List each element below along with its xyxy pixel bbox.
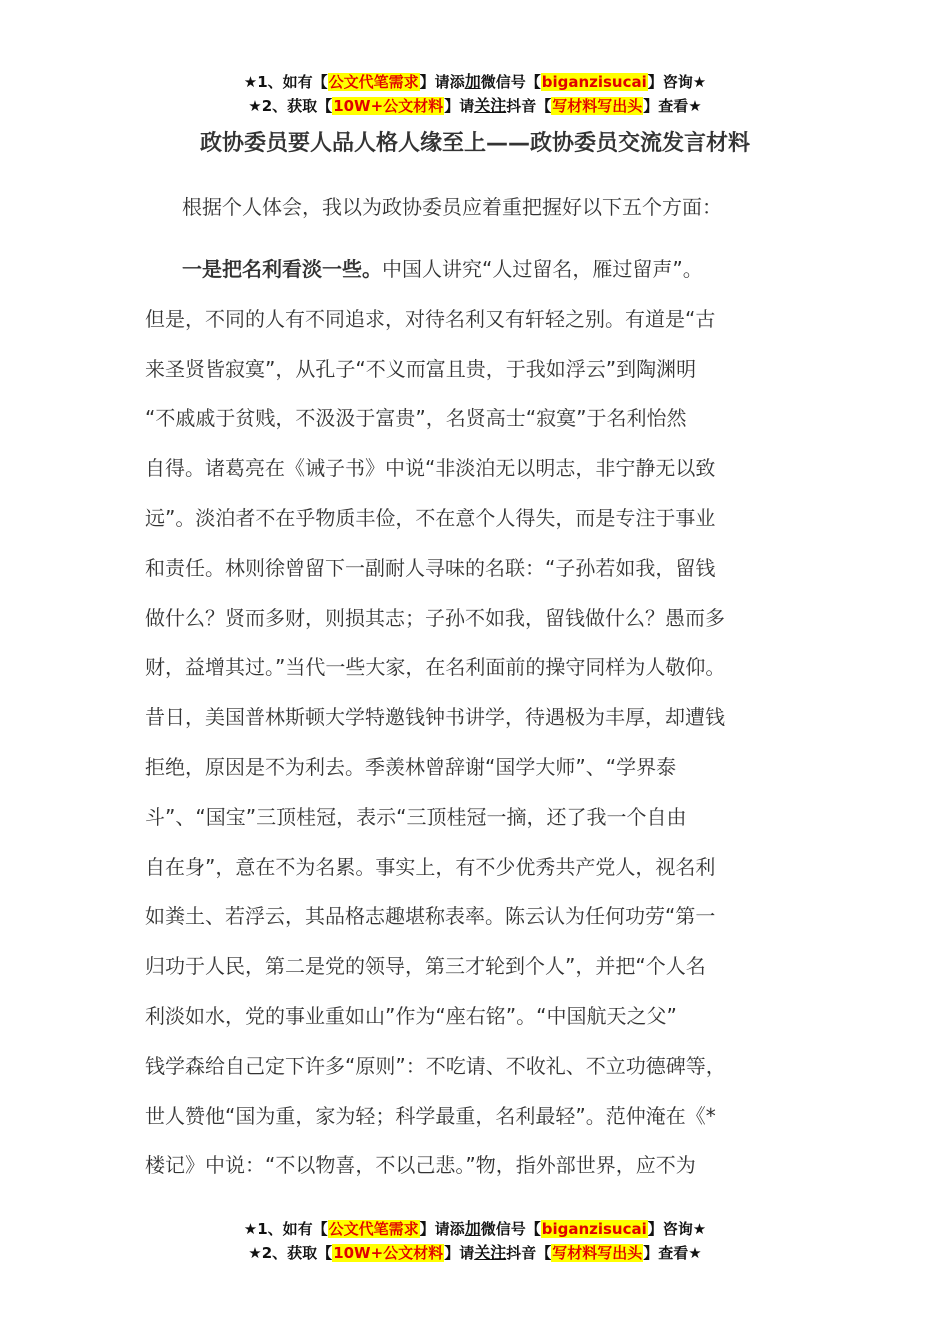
promo-text: 微信号【 [480,73,541,91]
paragraph-line: 和责任。林则徐曾留下一副耐人寻味的名联：“子孙若如我，留钱 [145,555,716,580]
paragraph-line: 自在身”，意在不为名累。事实上，有不少优秀共产党人，视名利 [145,854,716,879]
promo-line-2 [0,1241,950,1265]
promo-text-emphasis: 关注 [474,1243,507,1262]
promo-highlight-materials: 10W+公文材料 [333,1244,444,1262]
promo-text: ★1、如有【 [243,1220,328,1238]
promo-text: ★2、获取【 [248,1244,333,1262]
paragraph-line: 远”。淡泊者不在乎物质丰俭，不在意个人得失，而是专注于事业 [145,505,716,530]
promo-text: 】咨询★ [647,1220,707,1238]
intro-paragraph: 根据个人体会，我以为政协委员应着重把握好以下五个方面： [182,195,722,219]
promo-text-emphasis: 关注 [474,96,507,115]
paragraph-line: 利淡如水，党的事业重如山”作为“座右铭”。“中国航天之父” [145,1003,677,1028]
promo-text-emphasis: 加 [464,72,481,91]
promo-line-1 [0,70,950,94]
paragraph-line: 昔日，美国普林斯顿大学特邀钱钟书讲学，待遇极为丰厚，却遭钱 [145,705,725,730]
paragraph-line: 拒绝，原因是不为利去。季羡林曾辞谢“国学大师”、“学界泰 [145,754,677,779]
footer-promo-banner [0,1217,950,1265]
promo-text: 】查看★ [643,97,702,115]
paragraph-line: 财，益增其过。”当代一些大家，在名利面前的操守同样为人敬仰。 [145,655,726,680]
promo-highlight-wechat-id: biganzisucai [541,1220,647,1238]
promo-line-1 [0,1217,950,1241]
promo-text: 】请 [444,97,475,115]
paragraph-line: 钱学森给自己定下许多“原则”：不吃请、不收礼、不立功德碑等， [145,1053,726,1078]
promo-highlight-douyin: 写材料写出头 [552,97,643,115]
promo-text: 微信号【 [480,1220,541,1238]
paragraph-line: 自得。诸葛亮在《诫子书》中说“非淡泊无以明志，非宁静无以致 [145,456,716,481]
document-title: 政协委员要人品人格人缘至上——政协委员交流发言材料 [199,131,750,156]
promo-highlight-materials: 10W+公文材料 [333,97,444,115]
body-paragraph [145,252,835,1198]
paragraph-line: 斗”、“国宝”三顶桂冠，表示“三顶桂冠一摘，还了我一个自由 [145,804,687,829]
paragraph-lead: 一是把名利看淡一些。 [182,257,382,281]
paragraph-line: 做什么？贤而多财，则损其志；子孙不如我，留钱做什么？愚而多 [145,605,725,630]
promo-text: 抖音【 [506,97,552,115]
promo-line-2 [0,94,950,118]
paragraph-line: “不戚戚于贫贱，不汲汲于富贵”，名贤高士“寂寞”于名利怡然 [145,406,687,431]
paragraph-line: 但是，不同的人有不同追求，对待名利又有轩轻之别。有道是“古 [145,306,716,331]
promo-highlight-service: 公文代笔需求 [328,1220,419,1238]
paragraph-line: 归功于人民，第二是党的领导，第三才轮到个人”，并把“个人名 [145,954,706,979]
promo-highlight-wechat-id: biganzisucai [541,73,647,91]
promo-text-emphasis: 加 [464,1219,481,1238]
header-promo-banner [0,70,950,118]
promo-text: ★1、如有【 [243,73,328,91]
paragraph-line: 世人赞他“国为重，家为轻；科学最重，名利最轻”。范仲淹在《* [145,1103,716,1128]
promo-text: 】请 [444,1244,475,1262]
paragraph-line: 来圣贤皆寂寞”，从孔子“不义而富且贵，于我如浮云”到陶渊明 [145,356,697,381]
promo-highlight-douyin: 写材料写出头 [552,1244,643,1262]
promo-text: 抖音【 [506,1244,552,1262]
promo-highlight-service: 公文代笔需求 [328,73,419,91]
promo-text: 】请添 [419,1220,465,1238]
paragraph-line: 如粪土、若浮云，其品格志趣堪称表率。陈云认为任何功劳“第一 [145,904,716,929]
promo-text: 】请添 [419,73,465,91]
promo-text: ★2、获取【 [248,97,333,115]
paragraph-line: 楼记》中说：“不以物喜，不以己悲。”物，指外部世界，应不为 [145,1153,696,1178]
paragraph-line-text: 中国人讲究“人过留名，雁过留声”。 [382,257,703,281]
promo-text: 】查看★ [643,1244,702,1262]
paragraph-line [145,252,835,302]
promo-text: 】咨询★ [647,73,707,91]
